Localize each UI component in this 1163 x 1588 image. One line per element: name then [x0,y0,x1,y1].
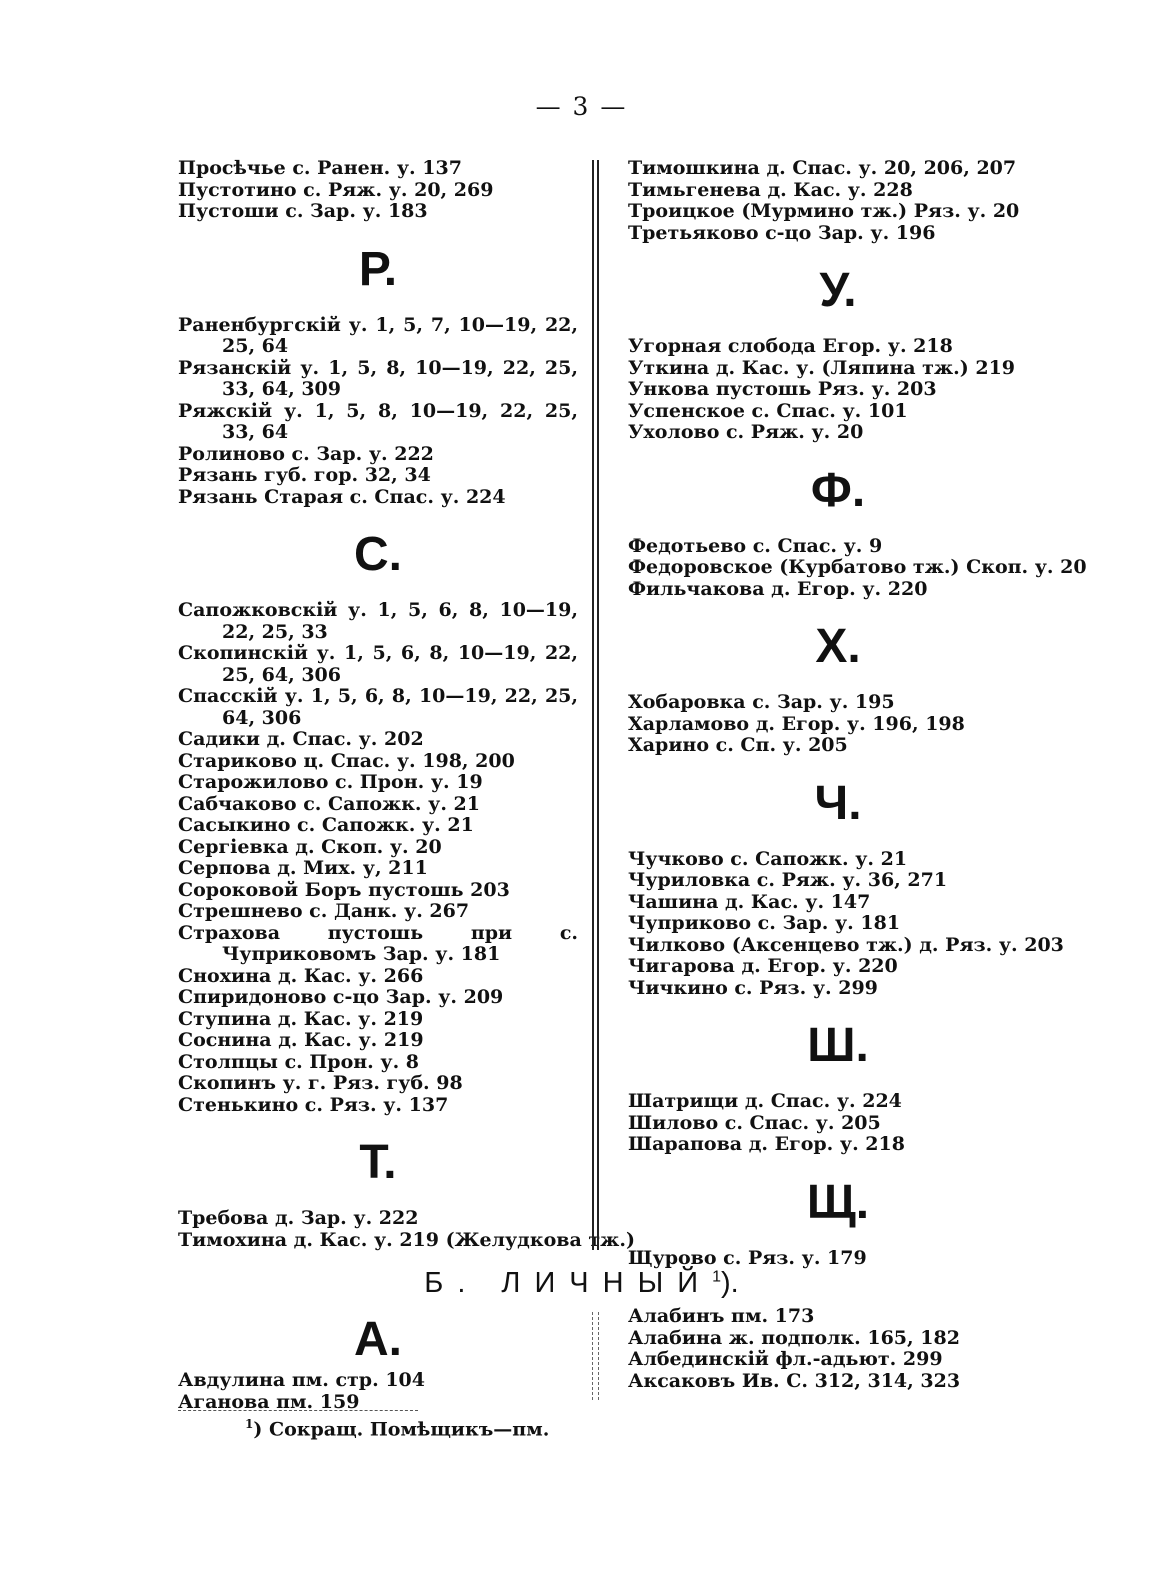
list-item: Ряжскій у. 1, 5, 8, 10—19, 22, 25, 33, 64 [178,399,578,443]
list-item: Чашина д. Кас. у. 147 [628,890,871,913]
list-item: Чучково с. Сапожк. у. 21 [628,847,908,870]
list-item: Столпцы с. Прон. у. 8 [178,1050,420,1073]
page-number: — 3 — [535,92,628,121]
list-item: Сабчаково с. Сапожк. у. 21 [178,792,480,815]
list-item: Требова д. Зар. у. 222 [178,1207,419,1229]
list-item: Рязань Старая с. Спас. у. 224 [178,485,506,508]
list-item: Пустоши с. Зар. у. 183 [178,200,428,222]
letter-heading: А. [354,1313,402,1366]
list-item: Троицкое (Мурмино тж.) Ряз. у. 20 [628,200,1020,222]
list-item: Скопинъ у. г. Ряз. губ. 98 [178,1072,463,1094]
list-item: Шарапова д. Егор. у. 218 [628,1133,905,1155]
letter-heading: Х. [815,620,861,673]
list-item: Скопинскій у. 1, 5, 6, 8, 10—19, 22, 25, 64, 306 [178,642,578,686]
list-item: Федотьево с. Спас. у. 9 [628,534,883,557]
list-item: Просѣчье с. Ранен. у. 137 [178,157,462,179]
footnote-text: ) Сокращ. Помѣщикъ—пм. [253,1418,550,1441]
list-item: Хобаровка с. Зар. у. 195 [628,691,895,713]
list-item: Садики д. Спас. у. 202 [178,728,424,750]
list-item: Авдулина пм. стр. 104 [178,1369,425,1391]
list-item: Ролиново с. Зар. у. 222 [178,442,434,465]
list-item: Уткина д. Кас. у. (Ляпина тж.) 219 [628,356,1016,379]
list-item: Чилково (Аксенцево тж.) д. Ряз. у. 203 [628,933,1064,956]
section-title [0,1267,1163,1300]
list-item: Албединскій фл.-адьют. 299 [628,1348,943,1370]
list-item: Серпова д. Мих. у, 211 [178,857,428,879]
list-item: Стенькино с. Ряз. у. 137 [178,1093,449,1116]
letter-heading: Ч. [814,776,862,830]
list-item: Щурово с. Ряз. у. 179 [628,1246,867,1269]
letter-heading: Ш. [807,1019,869,1072]
list-item: Стариково ц. Спас. у. 198, 200 [178,749,515,772]
list-item: Угорная слобода Егор. у. 218 [628,335,953,357]
letter-heading: С. [354,528,402,581]
list-item: Аксаковъ Ив. С. 312, 314, 323 [628,1369,961,1392]
list-item: Алабина ж. подполк. 165, 182 [628,1326,960,1349]
list-item: Ухолово с. Ряж. у. 20 [628,421,864,443]
list-item: Соснина д. Кас. у. 219 [178,1029,424,1051]
list-item: Снохина д. Кас. у. 266 [178,964,424,987]
letter-heading: Р. [358,242,398,296]
list-item: Чигарова д. Егор. у. 220 [628,955,898,977]
column-divider [592,1312,599,1400]
list-item: Рязанскій у. 1, 5, 8, 10—19, 22, 25, 33, 64, 309 [178,356,578,400]
footnote-marker: 1 [245,1417,254,1431]
list-item: Харино с. Сп. у. 205 [628,734,848,756]
right-column [628,157,1087,1269]
list-item: Пустотино с. Ряж. у. 20, 269 [178,178,494,201]
list-item: Шилово с. Спас. у. 205 [628,1111,881,1134]
list-item: Фильчакова д. Егор. у. 220 [628,577,928,600]
list-item: Сергіевка д. Скоп. у. 20 [178,835,442,858]
list-item: Сороковой Боръ пустошь 203 [178,878,510,901]
left-column [178,157,635,1251]
list-item: Харламово д. Егор. у. 196, 198 [628,712,965,735]
section-title-tail: ). [721,1267,739,1299]
list-item: Ункова пустошь Ряз. у. 203 [628,378,937,400]
list-item: Сапожковскій у. 1, 5, 6, 8, 10—19, 22, 25, 33 [178,599,578,643]
section-b-right-column [628,1306,1048,1392]
footnote-rule [178,1410,418,1411]
list-item: Сасыкино с. Сапожк. у. 21 [178,814,474,836]
list-item: Старожилово с. Прон. у. 19 [178,771,483,793]
list-item: Тимошкина д. Спас. у. 20, 206, 207 [628,157,1017,179]
letter-heading: Ф. [810,463,866,517]
letter-heading: У. [819,264,857,317]
list-item: Чичкино с. Ряз. у. 299 [628,976,878,999]
footnote [245,1417,549,1440]
list-item: Спиридоново с-цо Зар. у. 209 [178,986,504,1008]
list-item: Чуриловка с. Ряж. у. 36, 271 [628,869,948,891]
list-item: Алабинъ пм. 173 [628,1305,815,1327]
left-intro-entries [178,158,578,223]
column-divider [592,160,599,1250]
list-item: Рязань губ. гор. 32, 34 [178,464,431,486]
list-item: Чуприково с. Зар. у. 181 [628,912,901,934]
section-b-left-column [178,1306,578,1413]
list-item: Федоровское (Курбатово тж.) Скоп. у. 20 [628,556,1087,578]
list-item: Страхова пустошь при с. Чуприковомъ Зар. у. 181 [178,921,578,965]
list-item: Ступина д. Кас. у. 219 [178,1007,424,1030]
letter-heading: Т. [359,1136,397,1189]
footnote-marker: 1 [712,1268,721,1286]
list-item: Успенское с. Спас. у. 101 [628,399,908,422]
letter-heading: Щ. [806,1175,870,1229]
section-title-text: Б. ЛИЧНЫЙ [424,1267,713,1299]
list-item: Шатрищи д. Спас. у. 224 [628,1090,902,1112]
list-item: Раненбургскій у. 1, 5, 7, 10—19, 22, 25, 64 [178,313,578,357]
list-item: Спасскій у. 1, 5, 6, 8, 10—19, 22, 25, 64, 306 [178,685,578,729]
list-item: Стрешнево с. Данк. у. 267 [178,900,470,922]
list-item: Тимохина д. Кас. у. 219 (Желудкова тж.) [178,1228,635,1251]
list-item: Третьяково с-цо Зар. у. 196 [628,221,936,244]
list-item: Тимьгенева д. Кас. у. 228 [628,178,913,201]
list-item: Аганова пм. 159 [178,1390,360,1413]
